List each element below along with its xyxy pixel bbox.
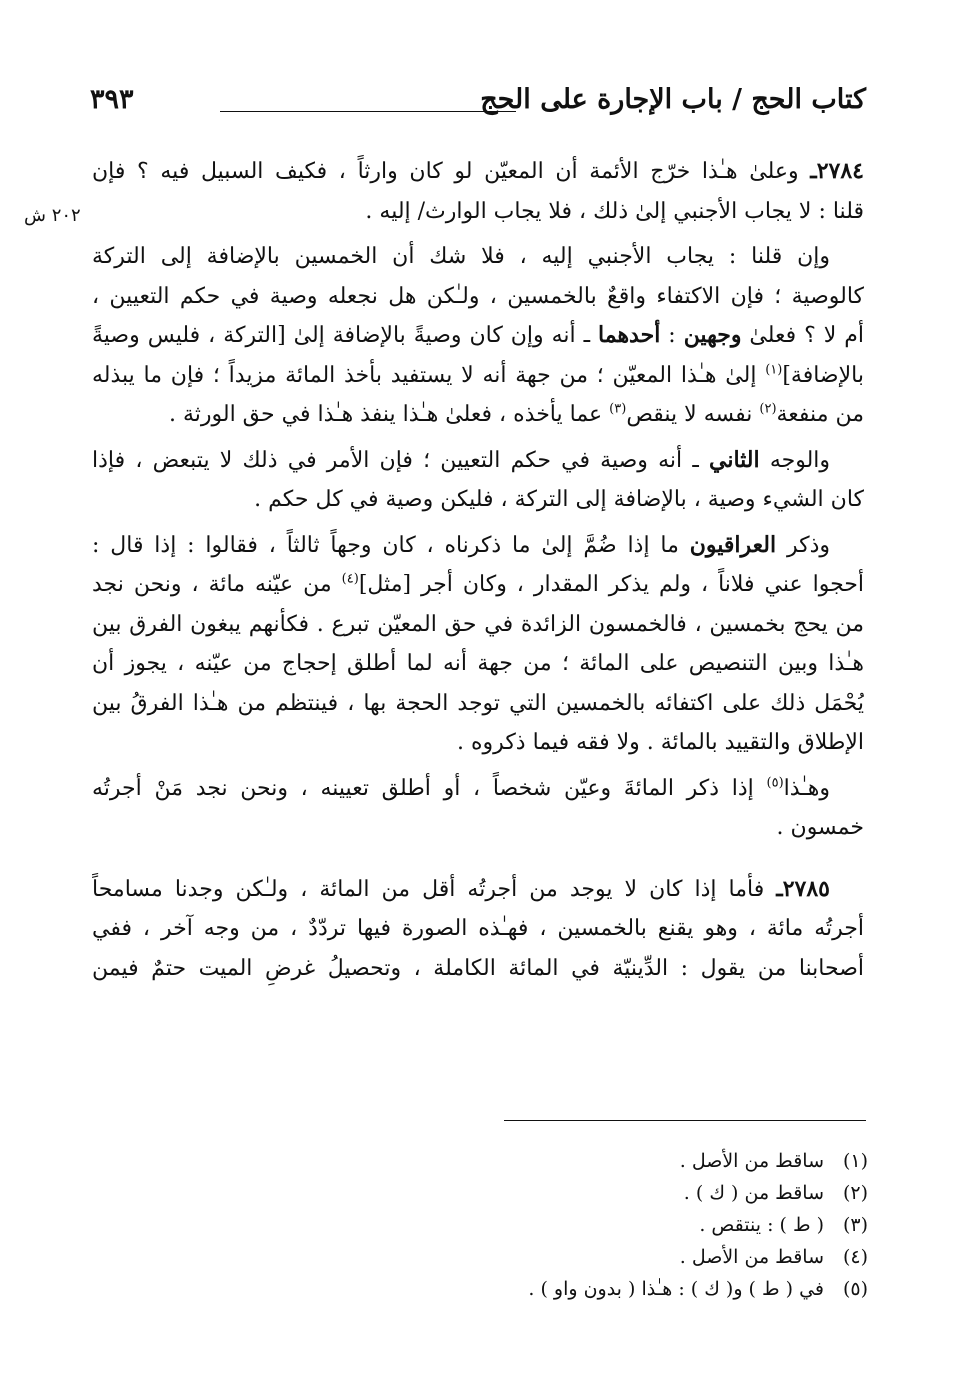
header-title: كتاب الحج / باب الإجارة على الحج <box>480 84 866 115</box>
text-run: وهـٰذا <box>783 775 830 801</box>
text-line <box>92 356 864 396</box>
paragraph-number: ٢٧٨٤ـ <box>810 158 864 184</box>
text-line <box>92 441 864 481</box>
footnote-ref: (٥) <box>766 775 784 791</box>
text-run: ما إذا ضُمَّ إلىٰ ما ذكرناه ، كان وجهاً ثالثاً ، فقالوا : إذا قال : <box>92 532 679 558</box>
footnote-ref: (٣) <box>609 401 627 417</box>
text-line <box>92 808 864 848</box>
text-line <box>92 870 864 910</box>
footnote-ref: (١) <box>765 362 783 378</box>
text-run: أجرتُه مائة ، وهو يقنع بالخمسين ، فهـٰذه الصورة فيها تردّدٌ ، من وجه آخر ، ففي <box>92 916 864 941</box>
text-line <box>92 949 864 989</box>
text-run: عما يأخذه ، فعلىٰ هـٰذا ينفذ هـٰذا في حق الورثة . <box>168 402 603 427</box>
paragraph-2784 <box>92 152 864 231</box>
paragraph <box>92 769 864 848</box>
footnote <box>268 1209 868 1241</box>
text-run: إذا ذكر المائةَ وعيّن شخصاً ، أو أطلق تعيينه ، ونحن نجد مَنْ أجرتُه <box>92 775 754 801</box>
bold-term: أحدهما <box>598 322 661 348</box>
footnote <box>268 1273 868 1305</box>
text-run: من منفعة <box>776 402 864 427</box>
paragraph-2785 <box>92 870 864 989</box>
footnotes <box>268 1145 868 1305</box>
footnote-text: ساقط من ( ك ) . <box>683 1182 824 1204</box>
text-run: وذكر <box>786 532 830 558</box>
text-run: من عيّنه مائة ، ونحن نجد <box>92 572 332 597</box>
footnote-ref: (٤) <box>341 571 359 587</box>
footnote-number: (١) <box>842 1150 868 1172</box>
text-run: كان الشيء وصية ، بالإضافة إلى التركة ، فليكن وصية في كل حكم . <box>254 487 864 512</box>
text-line <box>92 769 864 809</box>
text-line <box>92 395 864 435</box>
text-line <box>92 605 864 645</box>
bold-term: الثاني <box>708 446 760 473</box>
text-run: فأما إذا كان لا يوجد من أجرتُه أقل من المائة ، ولـٰكن وجدنا مسامحاً <box>92 876 765 902</box>
paragraph-number: ٢٧٨٥ـ <box>776 875 830 902</box>
text-line <box>92 480 864 520</box>
paragraph <box>92 526 864 763</box>
text-line <box>92 565 864 605</box>
paragraph <box>92 441 864 520</box>
text-line <box>92 909 864 949</box>
footnote-number: (٢) <box>842 1182 868 1204</box>
text-line <box>92 152 864 192</box>
text-run: : <box>668 323 676 348</box>
text-run: وعلىٰ هـٰذا خرّج الأئمة أن المعيّن لو كان وارثاً ، فكيف السبيل فيه ؟ فإن <box>92 159 799 184</box>
footnote-text: ساقط من الأصل . <box>679 1246 824 1268</box>
footnote <box>268 1145 868 1177</box>
running-header <box>90 84 866 124</box>
text-line <box>92 644 864 684</box>
text-run: أم لا ؟ فعلىٰ <box>749 323 864 348</box>
footnote-number: (٥) <box>842 1278 868 1300</box>
header-rule <box>220 111 516 112</box>
footnote-text: ساقط من الأصل . <box>679 1150 824 1172</box>
text-line <box>92 192 864 232</box>
footnote-ref: (٢) <box>759 401 777 417</box>
body-text <box>92 152 864 994</box>
text-run: نفسه لا ينقص <box>626 402 753 427</box>
footnote-text: ( ط ) : ينتقص . <box>699 1214 824 1236</box>
text-line <box>92 237 864 277</box>
text-run: من يحج بخمسين ، فالخمسون الزائدة في حق المعيّن تبرع . فكأنهم يبغون الفرق بين <box>92 611 864 637</box>
paragraph <box>92 237 864 435</box>
text-line <box>92 723 864 763</box>
text-run: وإن قلنا : يجاب الأجنبي إليه ، فلا شك أن الخمسين بالإضافة إلى التركة <box>92 244 830 269</box>
text-line <box>92 277 864 317</box>
text-run: بالإضافة] <box>782 362 864 388</box>
text-run: خمسون . <box>776 815 864 840</box>
text-run: قلنا : لا يجاب الأجنبي إلىٰ ذلك ، فلا يجاب الوارث/ إليه . <box>365 198 864 224</box>
text-run: الإطلاق والتقييد بالمائة . ولا فقه فيما ذكروه . <box>457 730 864 755</box>
footnote-rule <box>504 1120 866 1121</box>
text-run: هـٰذا وبين التنصيص على المائة ؛ من جهة أنه لما أطلق إحجاج من عيّنه ، يجوز أن <box>92 651 864 676</box>
text-run: والوجه <box>769 447 831 473</box>
text-run: كالوصية ؛ فإن الاكتفاء واقعٌ بالخمسين ، ولـٰكن هل نجعله وصية في حكم التعيين ، <box>92 283 864 309</box>
text-run: يُحْمَل ذلك على اكتفائه بالخمسين التي توجد الحجة بها ، فينتظم من هـٰذا الفرقُ بين <box>92 690 864 716</box>
page-number: ٣٩٣ <box>90 84 134 115</box>
text-line <box>92 316 864 356</box>
text-line <box>92 526 864 566</box>
text-run: أصحابنا من يقول : الدِّينيّة في المائة الكاملة ، وتحصيلُ غرضِ الميت حتمٌ فيمن <box>92 955 864 981</box>
text-run: إلىٰ هـٰذا المعيّن ؛ من جهة أنه لا يستفيد بأخذ المائة مزيداً ؛ فإن ما يبذله <box>92 362 757 388</box>
footnote-text: في ( ط ) و( ك ) : هـٰذا ( بدون واو ) . <box>528 1278 824 1300</box>
footnote <box>268 1177 868 1209</box>
bold-term: العراقيون <box>689 531 777 558</box>
footnote-number: (٤) <box>842 1246 868 1268</box>
text-line <box>92 684 864 724</box>
text-run: ـ أنه وصية في حكم التعيين ؛ فإن الأمر في ذلك لا يتبعض ، فإذا <box>92 447 699 473</box>
bold-term: وجهين <box>683 322 742 348</box>
footnote-number: (٣) <box>842 1214 868 1236</box>
text-run: أحجوا عني فلاناً ، ولم يذكر المقدار ، وكان أجر [مثل] <box>358 572 864 597</box>
footnote <box>268 1241 868 1273</box>
text-run: ـ أنه وإن كان وصيةً بالإضافة إلىٰ [التركة ، فليس وصيةً <box>92 323 591 348</box>
margin-note: ٢٠٢ ش <box>24 205 81 226</box>
